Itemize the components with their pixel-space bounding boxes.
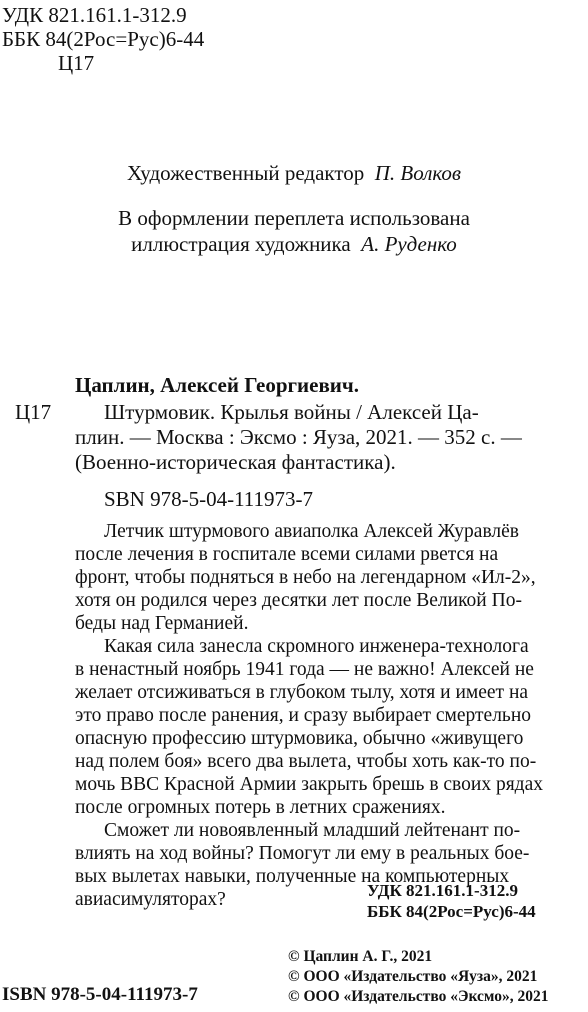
cover-credit-label: иллюстрация художника	[131, 232, 351, 256]
entry-line-3: (Военно-историческая фантастика).	[75, 450, 396, 474]
entry-line-2: плин. — Москва : Эксмо : Яуза, 2021. — 352 с. —	[75, 425, 522, 449]
annotation-paragraph-1	[75, 520, 571, 635]
annotation-line: хотя он родился через десятки лет после Великой По-	[75, 590, 522, 611]
entry-line-1	[104, 400, 570, 425]
copyright-line: © ООО «Издательство «Эксмо», 2021	[288, 988, 549, 1005]
isbn-entry: SBN 978-5-04-111973-7	[104, 487, 314, 511]
entry-line-1-text: Штурмовик. Крылья войны / Алексей Ца-	[104, 400, 479, 424]
annotation-line: в ненастный ноябрь 1941 года — не важно! Алексей не	[75, 659, 534, 680]
annotation-line: опасную профессию штурмовика, обычно «живущего	[75, 728, 524, 749]
udk-code-bottom: УДК 821.161.1-312.9	[367, 881, 518, 900]
author-mark-top: Ц17	[58, 51, 95, 75]
annotation-line: Сможет ли новоявленный младший лейтенант по-	[104, 820, 521, 841]
annotation-line: это право после ранения, и сразу выбирает смертельно	[75, 705, 532, 726]
annotation-line: вых вылетах навыки, полученные на компьютерных	[75, 866, 510, 887]
annotation-line: после лечения в госпитале всеми силами рвется на	[75, 544, 499, 565]
art-editor-credit	[0, 160, 588, 186]
bbk-code-bottom: ББК 84(2Рос=Рус)6-44	[367, 902, 536, 921]
copyright-line: © ООО «Издательство «Яуза», 2021	[288, 968, 538, 985]
annotation-line: желает отсиживаться в глубоком тылу, хотя и имеет на	[75, 682, 529, 703]
annotation-line: после огромных потерь в летних сражениях.	[75, 797, 446, 818]
annotation-line: беды над Германией.	[75, 613, 249, 634]
annotation-line: Летчик штурмового авиаполка Алексей Журавлёв	[104, 521, 519, 542]
bbk-code-top: ББК 84(2Рос=Рус)6-44	[2, 27, 205, 51]
art-editor-name: П. Волков	[374, 161, 462, 185]
udk-code-top: УДК 821.161.1-312.9	[2, 3, 187, 27]
annotation-line: фронт, чтобы подняться в небо на легендарном «Ил-2»,	[75, 567, 536, 588]
annotation-line: Какая сила занесла скромного инженера-технолога	[104, 636, 529, 657]
isbn-bottom: ISBN 978-5-04-111973-7	[2, 984, 198, 1005]
author-heading: Цаплин, Алексей Георгиевич.	[75, 373, 359, 397]
cover-credit-line1: В оформлении переплета использована	[118, 206, 470, 230]
annotation-line: мочь ВВС Красной Армии закрыть брешь в своих рядах	[75, 774, 543, 795]
annotation	[75, 520, 571, 911]
cover-credit-line2	[0, 231, 588, 257]
copyright-line: © Цаплин А. Г., 2021	[288, 948, 433, 965]
annotation-paragraph-2	[75, 635, 571, 819]
author-mark-entry: Ц17	[15, 400, 52, 424]
annotation-line: влиять на ход войны? Помогут ли ему в реальных бое-	[75, 843, 530, 864]
annotation-line: авиасимуляторах?	[75, 889, 226, 910]
cover-credit-name: А. Руденко	[361, 232, 457, 256]
annotation-line: над полем боя» всего два вылета, чтобы хоть как-то по-	[75, 751, 537, 772]
art-editor-label: Художественный редактор	[126, 161, 365, 185]
